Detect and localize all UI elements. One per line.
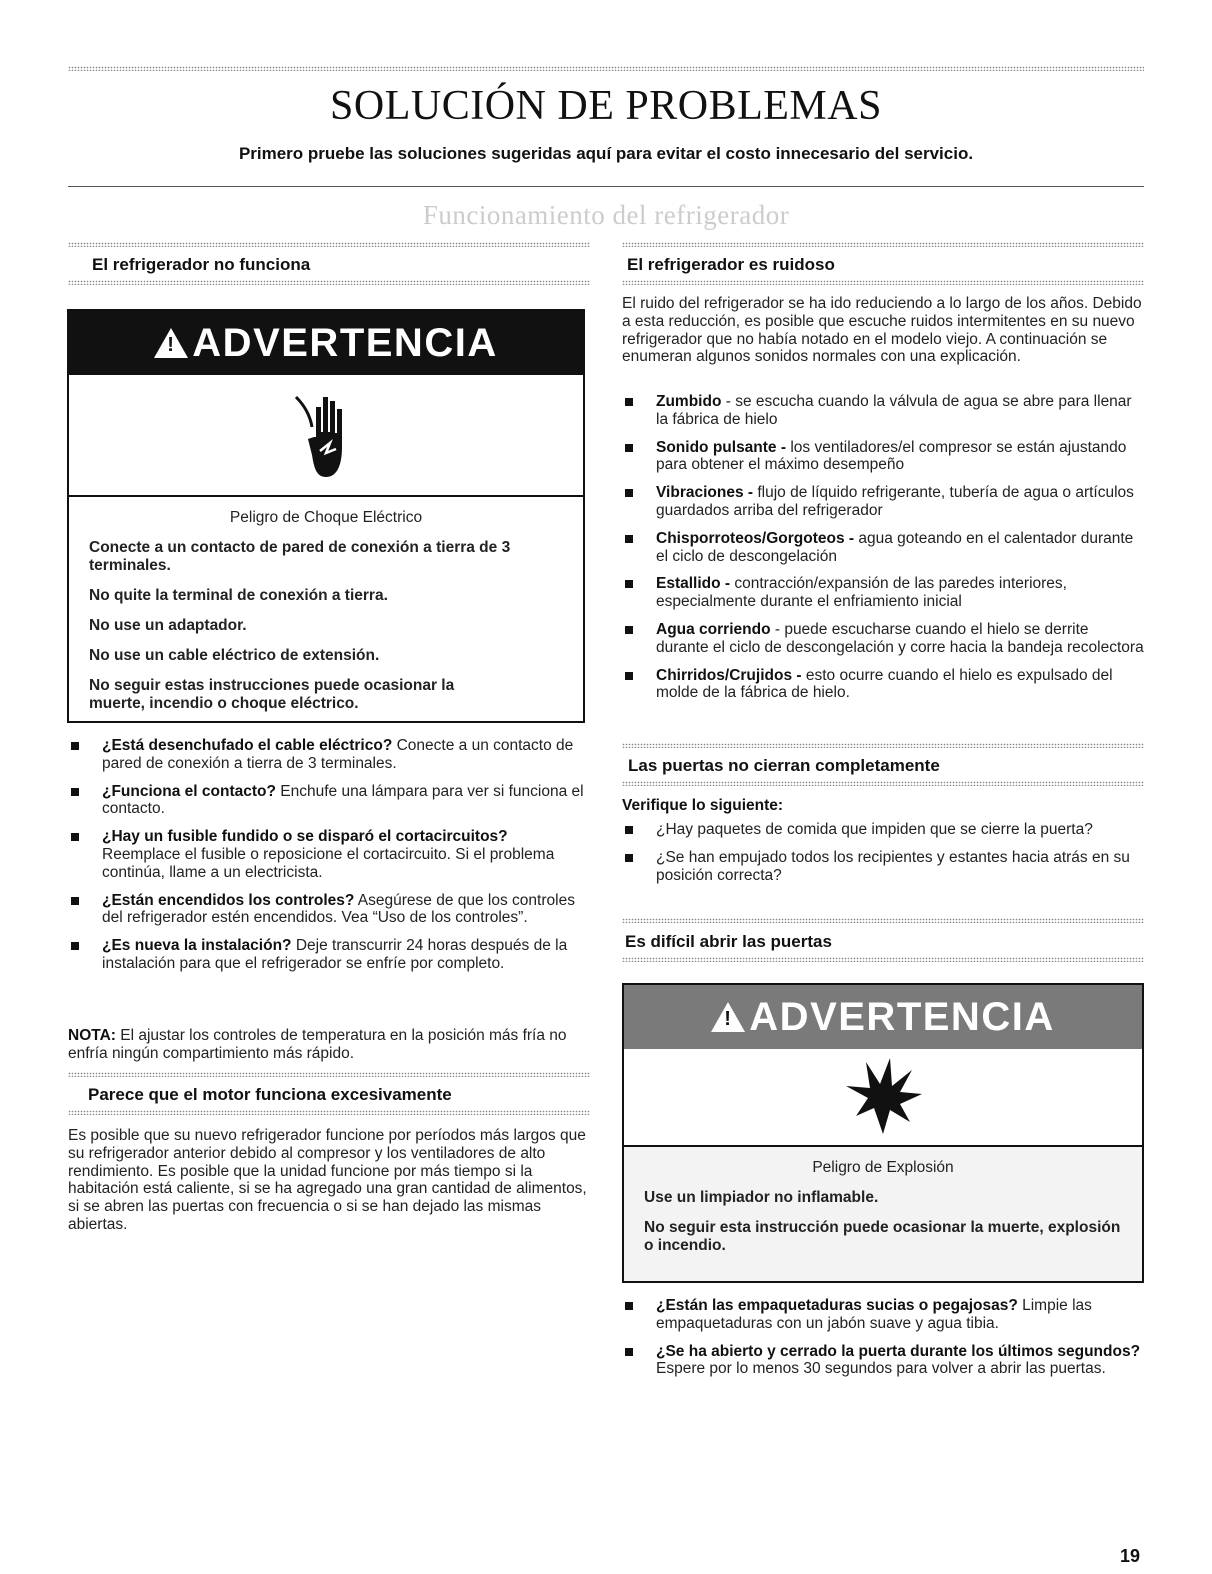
- list-item: ¿Están encendidos los controles? Asegúrese de que los controles del refrigerador estén encendidos. Vea “Uso de los controles”.: [68, 892, 588, 928]
- list-item: Estallido - contracción/expansión de las paredes interiores, especialmente durante el enfriamiento inicial: [622, 575, 1144, 611]
- heading-no-funciona: El refrigerador no funciona: [92, 255, 311, 274]
- bullets-puertas: [622, 821, 1144, 894]
- warning-triangle-icon: [711, 1002, 745, 1032]
- warning-line: Use un limpiador no inflamable.: [644, 1189, 879, 1206]
- rule: [68, 1072, 590, 1077]
- list-item: Chisporroteos/Gorgoteos - agua goteando en el calentador durante el ciclo de descongelación: [622, 530, 1144, 566]
- warning-line: No use un cable eléctrico de extensión.: [89, 647, 380, 664]
- warning-header: !ADVERTENCIA: [69, 311, 583, 375]
- warning-box-electric: [67, 309, 585, 723]
- top-dotted-rule: [68, 66, 1144, 71]
- explosion-icon: [624, 1049, 1142, 1147]
- heading-dificil: Es difícil abrir las puertas: [625, 932, 832, 951]
- list-item: Chirridos/Crujidos - esto ocurre cuando el hielo es expulsado del molde de la fábrica de hielo.: [622, 667, 1144, 703]
- list-item: ¿Hay paquetes de comida que impiden que se cierre la puerta?: [622, 821, 1144, 839]
- rule: [68, 280, 590, 285]
- page-number: 19: [1120, 1546, 1141, 1566]
- warning-header: !ADVERTENCIA: [624, 985, 1142, 1049]
- motor-text: Es posible que su nuevo refrigerador funcione por períodos más largos que su refrigerador anterior debido al compresor y los ventiladores de alto rendimiento. Es posible que la unidad funcione por más tiempo si la habitación está caliente, si se ha agregado una gran cantidad de alimentos, si se abren las puertas con frecuencia o si se han dejado las mismas abiertas.: [68, 1127, 587, 1233]
- page-title: SOLUCIÓN DE PROBLEMAS: [330, 83, 882, 129]
- warning-line: Conecte a un contacto de pared de conexión a tierra de 3 terminales.: [89, 539, 511, 574]
- list-item: Zumbido - se escucha cuando la válvula de agua se abre para llenar la fábrica de hielo: [622, 393, 1144, 429]
- warning-line: No seguir estas instrucciones puede ocasionar la muerte, incendio o choque eléctrico.: [89, 677, 455, 712]
- list-item: ¿Hay un fusible fundido o se disparó el cortacircuitos? Reemplace el fusible o reposicione el cortacircuito. Si el problema continúa, llame a un electricista.: [68, 828, 588, 881]
- warning-line: No seguir esta instrucción puede ocasionar la muerte, explosión o incendio.: [644, 1219, 1121, 1254]
- verifique-label: Verifique lo siguiente:: [622, 797, 784, 814]
- heading-ruidoso: El refrigerador es ruidoso: [627, 255, 835, 274]
- page-subtitle: Primero pruebe las soluciones sugeridas aquí para evitar el costo innecesario del servicio.: [238, 144, 974, 163]
- header-rule: [68, 186, 1144, 187]
- heading-motor: Parece que el motor funciona excesivamente: [88, 1085, 452, 1104]
- list-item: ¿Funciona el contacto? Enchufe una lámpara para ver si funciona el contacto.: [68, 783, 588, 819]
- rule: [622, 242, 1144, 247]
- list-item: ¿Está desenchufado el cable eléctrico? Conecte a un contacto de pared de conexión a tierra de 3 terminales.: [68, 737, 588, 773]
- bullets-ruidoso: [622, 393, 1144, 712]
- list-item: ¿Se han empujado todos los recipientes y estantes hacia atrás en su posición correcta?: [622, 849, 1144, 885]
- list-item: ¿Es nueva la instalación? Deje transcurrir 24 horas después de la instalación para que el refrigerador se enfríe por completo.: [68, 937, 588, 973]
- warning-triangle-icon: [154, 328, 188, 358]
- warning-line: No quite la terminal de conexión a tierra.: [89, 587, 388, 604]
- hazard-title: Peligro de Explosión: [812, 1159, 954, 1176]
- list-item: Sonido pulsante - los ventiladores/el compresor se están ajustando para obtener el máximo desempeño: [622, 439, 1144, 475]
- bullets-dificil: [622, 1297, 1144, 1388]
- list-item: ¿Se ha abierto y cerrado la puerta durante los últimos segundos? Espere por lo menos 30 segundos para volver a abrir las puertas.: [622, 1343, 1144, 1379]
- rule: [622, 957, 1144, 962]
- list-item: Vibraciones - flujo de líquido refrigerante, tubería de agua o artículos guardados arriba del refrigerador: [622, 484, 1144, 520]
- nota: NOTA: El ajustar los controles de temperatura en la posición más fría no enfría ningún compartimiento más rápido.: [68, 1027, 567, 1062]
- ruidoso-intro: El ruido del refrigerador se ha ido reduciendo a lo largo de los años. Debido a esta reducción, es posible que escuche ruidos intermitentes en su nuevo refrigerador que no había notado en el modelo viejo. A continuación se enumeran algunos sonidos normales con una explicación.: [622, 295, 1142, 366]
- rule: [622, 743, 1144, 748]
- bullets-no-funciona: [68, 737, 588, 983]
- rule: [68, 1110, 590, 1115]
- list-item: ¿Están las empaquetaduras sucias o pegajosas? Limpie las empaquetaduras con un jabón suave y agua tibia.: [622, 1297, 1144, 1333]
- heading-puertas: Las puertas no cierran completamente: [628, 756, 940, 775]
- electric-shock-hand-icon: [69, 375, 583, 497]
- rule: [622, 280, 1144, 285]
- warning-line: No use un adaptador.: [89, 617, 247, 634]
- rule: [68, 242, 590, 247]
- section-title: Funcionamiento del refrigerador: [422, 200, 790, 230]
- rule: [622, 918, 1144, 923]
- list-item: Agua corriendo - puede escucharse cuando el hielo se derrite durante el ciclo de descongelación y corre hacia la bandeja recolectora: [622, 621, 1144, 657]
- hazard-title: Peligro de Choque Eléctrico: [229, 509, 423, 526]
- warning-box-explosion: [622, 983, 1144, 1283]
- rule: [622, 781, 1144, 786]
